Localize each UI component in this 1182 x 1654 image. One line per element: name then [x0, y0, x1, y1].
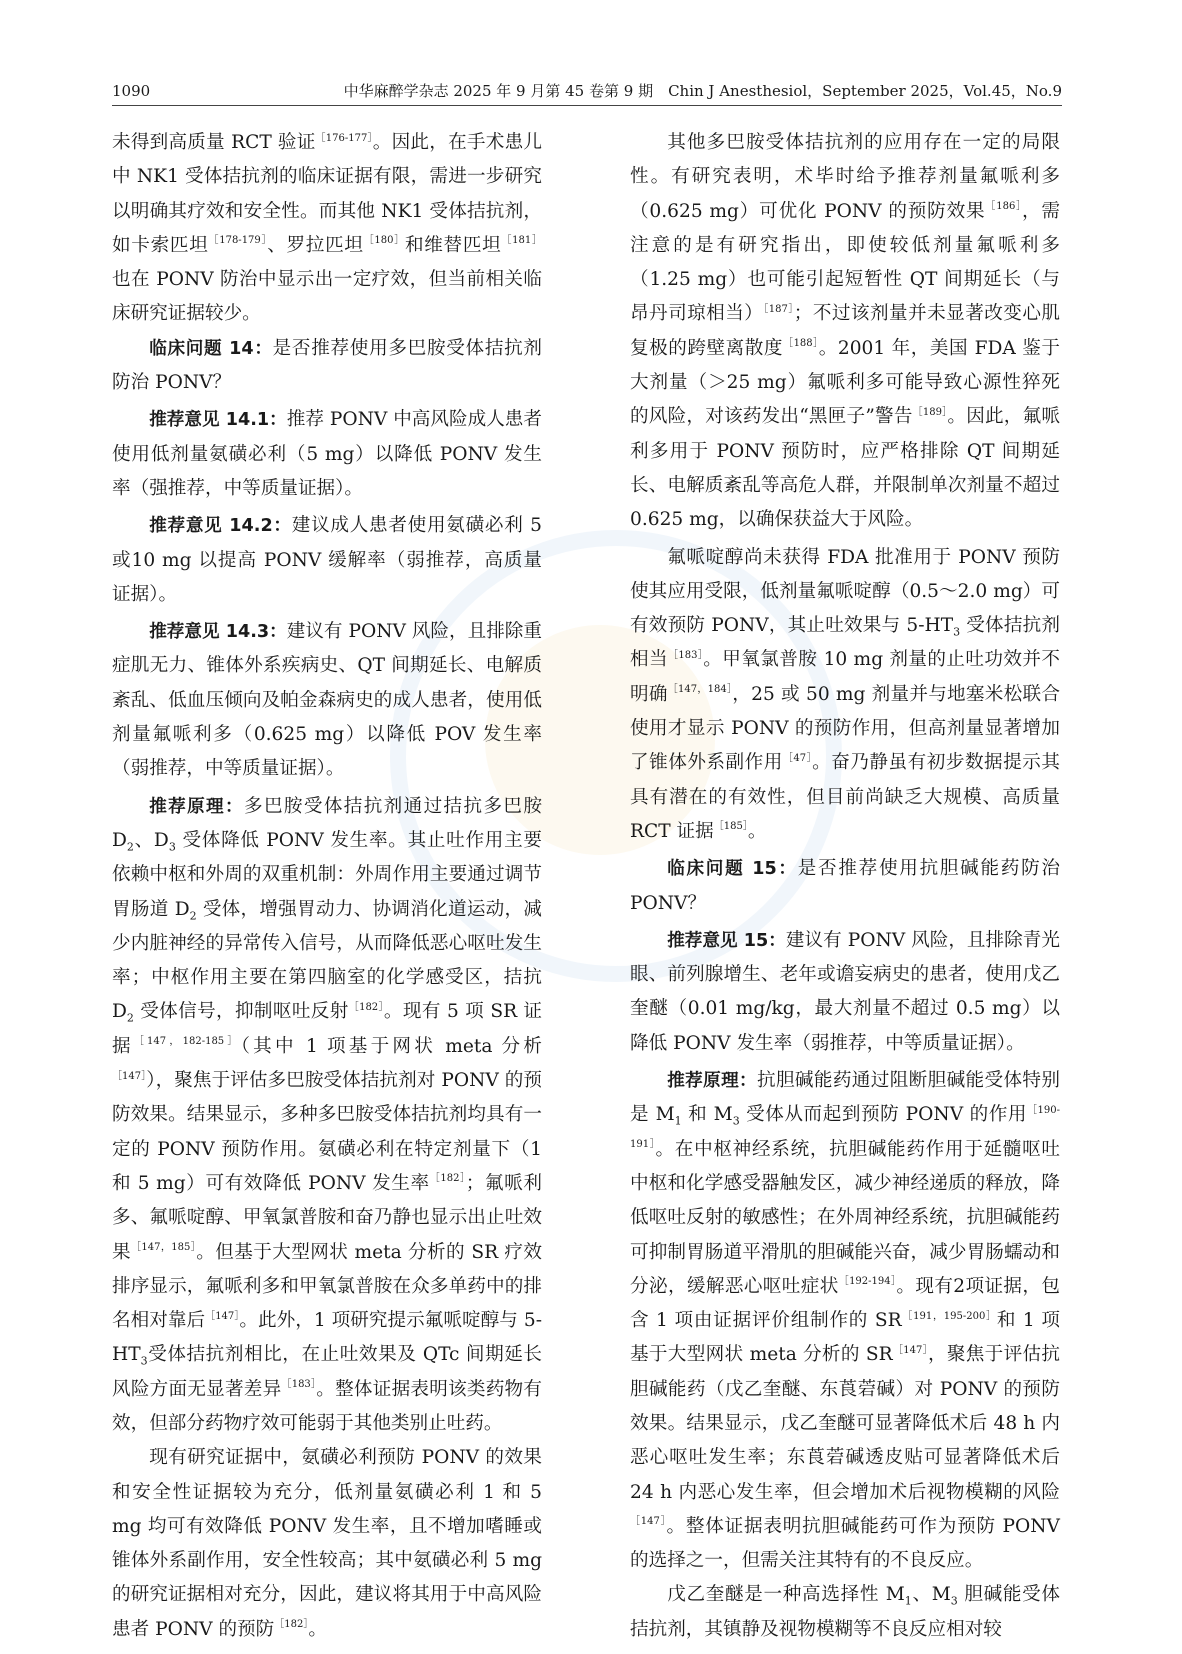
ref-147-184[interactable]: ［147，184］: [667, 684, 733, 696]
ref-180[interactable]: ［180］: [363, 235, 405, 247]
running-header: [112, 81, 1062, 106]
ref-181[interactable]: ［181］: [501, 235, 542, 247]
journal-citation: 中华麻醉学杂志 2025 年 9 月第 45 卷第 9 期 Chin J Anesthesiol，September 2025，Vol.45，No.9: [343, 82, 1062, 100]
recommendation-14-3-label: 推荐意见 14.3：: [149, 622, 287, 643]
paragraph-nk1-evidence: 未得到高质量 RCT 验证$^{[176-177]}$。因此，在手术患儿中 NK1 受体拮抗剂的临床证据有限，需进一步研究以明确其疗效和安全性。而其他 NK1 受体拮抗剂，如卡索匹坦$^{[178-179]}$、罗拉匹坦$^{[180]}$和维替匹坦$^{[181]}$也在 PONV 防治中显示出一定疗效，但当前相关临床研究证据较少。: [112, 132, 542, 325]
ref-191-195-200[interactable]: ［191，195-200］: [901, 1310, 997, 1322]
paragraph-amisulpride-summary: 现有研究证据中，氨磺必利预防 PONV 的效果和安全性证据较为充分，低剂量氨磺必利 1 和 5 mg 均可有效降低 PONV 发生率，且不增加嗜睡或锥体外系副作用，安全性较高；其中氨磺必利 5 mg 的研究证据相对充分，因此，建议将其用于中高风险患者 PONV 的预防$^{[182]}$。: [112, 1447, 542, 1640]
ref-187[interactable]: ［187］: [763, 303, 794, 315]
ref-192-194[interactable]: ［192-194］: [838, 1276, 897, 1288]
ref-147[interactable]: ［147］: [630, 1516, 667, 1528]
page-number: 1090: [112, 82, 151, 100]
recommendation-14-1: 推荐意见 14.1：推荐 PONV 中高风险成人患者使用低剂量氨磺必利（5 mg）以降低 PONV 发生率（强推荐，中等质量证据）。: [112, 409, 542, 499]
left-column: [112, 126, 542, 1647]
clinical-question-14: 临床问题 14：是否推荐使用多巴胺受体拮抗剂防治 PONV？: [112, 337, 542, 394]
ref-147-182-185[interactable]: ［147，182-185］: [133, 1036, 241, 1048]
ref-147[interactable]: ［147］: [112, 1070, 147, 1082]
rationale-15: 推荐原理：抗胆碱能药通过阻断胆碱能受体特别是 $M_1$ 和 $M_3$ 受体从而起到预防 PONV 的作用$^{[190-191]}$。在中枢神经系统，抗胆碱能药作用于延髓呕吐中枢和化学感受器触发区，减少神经递质的释放，降低呕吐反射的敏感性；在外周神经系统，抗胆碱能药可抑制胃肠道平滑肌的胆碱能兴奋，减少胃肠蠕动和分泌，缓解恶心呕吐症状$^{[192-194]}$。现有2项证据，包含 1 项由证据评价组制作的 $SR^{[191,195-200]}$和 1 项基于大型网状 meta 分析的 $SR^{[147]}$，聚焦于评估抗胆碱能药（戊乙奎醚、东莨菪碱）对 PONV 的预防效果。结果显示，戊乙奎醚可显著降低术后 48 h 内恶心呕吐发生率；东莨菪碱透皮贴可显著降低术后 24 h 内恶心发生率，但会增加术后视物模糊的风险$^{[147]}$。整体证据表明抗胆碱能药可作为预防 PONV 的选择之一，但需关注其特有的不良反应。: [630, 1070, 1060, 1572]
ref-147[interactable]: ［147］: [205, 1310, 240, 1322]
rationale-15-label: 推荐原理：: [667, 1071, 757, 1092]
ref-147-185[interactable]: ［147，185］: [131, 1242, 197, 1253]
ref-147[interactable]: ［147］: [892, 1344, 928, 1356]
ref-182[interactable]: ［182］: [348, 1001, 384, 1013]
right-column: [630, 126, 1060, 1647]
ref-188[interactable]: ［188］: [783, 338, 819, 350]
clinical-question-15: 临床问题 15：是否推荐使用抗胆碱能药防治 PONV？: [630, 858, 1060, 914]
recommendation-15-label: 推荐意见 15：: [667, 930, 786, 951]
paragraph-droperidol: 其他多巴胺受体拮抗剂的应用存在一定的局限性。有研究表明，术毕时给予推荐剂量氟哌利多（0.625 mg）可优化 PONV 的预防效果$^{[186]}$，需注意的是有研究指出，即使较低剂量氟哌利多（1.25 mg）也可能引起短暂性 QT 间期延长（与昂丹司琼相当）$^{[187]}$；不过该剂量并未显著改变心肌复极的跨壁离散度$^{[188]}$。2001 年，美国 FDA 鉴于大剂量（＞25 mg）氟哌利多可能导致心源性猝死的风险，对该药发出“黑匣子”警告$^{[189]}$。因此，氟哌利多用于 PONV 预防时，应严格排除 QT 间期延长、电解质紊乱等高危人群，并限制单次剂量不超过 0.625 mg，以确保获益大于风险。: [630, 132, 1060, 531]
clinical-question-15-label: 临床问题 15：: [667, 859, 798, 880]
ref-176-177[interactable]: ［176-177］: [315, 132, 373, 144]
ref-183[interactable]: ［183］: [668, 649, 704, 661]
recommendation-14-3: 推荐意见 14.3：建议有 PONV 风险，且排除重症肌无力、锥体外系疾病史、QT 间期延长、电解质紊乱、低血压倾向及帕金森病史的成人患者，使用低剂量氟哌利多（0.625 mg）以降低 POV 发生率（弱推荐，中等质量证据）。: [112, 621, 542, 780]
rationale-14-label: 推荐原理：: [149, 796, 244, 817]
ref-47[interactable]: ［47］: [782, 752, 813, 764]
clinical-question-14-label: 临床问题 14：: [149, 338, 273, 359]
ref-190-191[interactable]: ［190-191］: [630, 1104, 1060, 1151]
ref-183[interactable]: ［183］: [281, 1379, 317, 1391]
ref-186[interactable]: ［186］: [985, 201, 1022, 213]
ref-185[interactable]: ［185］: [713, 821, 748, 833]
ref-189[interactable]: ［189］: [912, 406, 948, 418]
recommendation-14-2: 推荐意见 14.2：建议成人患者使用氨磺必利 5 或10 mg 以提高 PONV 缓解率（弱推荐，高质量证据）。: [112, 515, 542, 605]
recommendation-14-2-label: 推荐意见 14.2：: [149, 516, 292, 537]
ref-182[interactable]: ［182］: [429, 1173, 466, 1185]
rationale-14: 推荐原理：多巴胺受体拮抗剂通过拮抗多巴胺 $D_2$、$D_3$ 受体降低 PONV 发生率。其止吐作用主要依赖中枢和外周的双重机制：外周作用主要通过调节胃肠道 $D_2$ 受体，增强胃动力、协调消化道运动，减少内脏神经的异常传入信号，从而降低恶心呕吐发生率；中枢作用主要在第四脑室的化学感受区，拮抗 $D_2$ 受体信号，抑制呕吐反射$^{[182]}$。现有 5 项 SR 证据$^{[147,182-185]}$（其中 1 项基于网状 meta 分析$^{[147]}$），聚焦于评估多巴胺受体拮抗剂对 PONV 的预防效果。结果显示，多种多巴胺受体拮抗剂均具有一定的 PONV 预防作用。氨磺必利在特定剂量下（1 和 5 mg）可有效降低 PONV 发生率$^{[182]}$；氟哌利多、氟哌啶醇、甲氧氯普胺和奋乃静也显示出止吐效果$^{[147,185]}$。但基于大型网状 meta 分析的 SR 疗效排序显示，氟哌利多和甲氧氯普胺在众多单药中的排名相对靠后$^{[147]}$。此外，1 项研究提示氟哌啶醇与 $5-HT_3$受体拮抗剂相比，在止吐效果及 QTc 间期延长风险方面无显著差异$^{[183]}$。整体证据表明该类药物有效，但部分药物疗效可能弱于其他类别止吐药。: [112, 795, 542, 1434]
ref-182[interactable]: ［182］: [274, 1619, 309, 1631]
recommendation-15: 推荐意见 15：建议有 PONV 风险，且排除青光眼、前列腺增生、老年或谵妄病史的患者，使用戊乙奎醚（0.01 mg/kg，最大剂量不超过 0.5 mg）以降低 PONV 发生率（弱推荐，中等质量证据）。: [630, 929, 1060, 1054]
paragraph-penehyclidine: 戊乙奎醚是一种高选择性 $M_1$、$M_3$ 胆碱能受体拮抗剂，其镇静及视物模糊等不良反应相对较: [630, 1584, 1060, 1640]
paragraph-haloperidol: 氟哌啶醇尚未获得 FDA 批准用于 PONV 预防使其应用受限，低剂量氟哌啶醇（0.5～2.0 mg）可有效预防 PONV，其止吐效果与 $5-HT_3$ 受体拮抗剂相当$^{[183]}$。甲氧氯普胺 10 mg 剂量的止吐功效并不明确$^{[147,184]}$，25 或 50 mg 剂量并与地塞米松联合使用才显示 PONV 的预防作用，但高剂量显著增加了锥体外系副作用$^{[47]}$。奋乃静虽有初步数据提示其具有潜在的有效性，但目前尚缺乏大规模、高质量 RCT 证据$^{[185]}$。: [630, 546, 1060, 842]
ref-178-179[interactable]: ［178-179］: [208, 235, 268, 247]
recommendation-14-1-label: 推荐意见 14.1：: [149, 410, 287, 431]
